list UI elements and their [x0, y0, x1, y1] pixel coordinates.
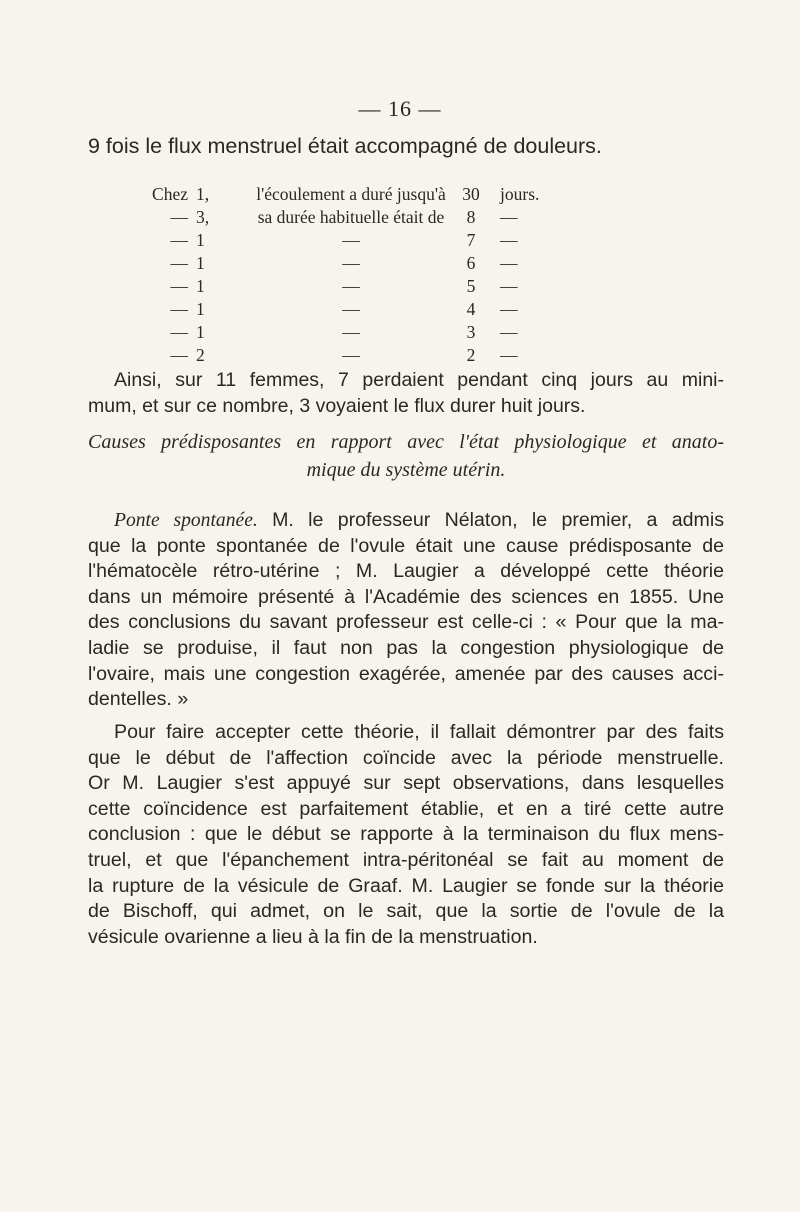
text-line: que le début de l'affection coïncide avec la période menstruelle. [88, 746, 724, 769]
table-cell: — [342, 299, 360, 319]
table-cell: — [500, 230, 518, 250]
table-cell: l'écoulement a duré jusqu'à [256, 184, 446, 204]
heading-line: Causes prédisposantes en rapport avec l'état physiologique et anato- [88, 431, 724, 453]
text-line: dentelles. » [88, 688, 189, 711]
table-cell: — [342, 230, 360, 250]
text-line: dans un mémoire présenté à l'Académie des sciences en 1855. Une [88, 585, 724, 608]
summary-paragraph [88, 368, 724, 420]
table-cell: 5 [466, 276, 476, 296]
table-cell: — [342, 253, 360, 273]
table-cell: — [500, 299, 518, 319]
table-cell: 2 [466, 345, 476, 365]
table-cell: — [170, 230, 188, 250]
table-cell: 1 [196, 299, 205, 319]
table-cell: — [342, 322, 360, 342]
table-cell: — [500, 345, 518, 365]
table-cell: 8 [466, 207, 476, 227]
table-cell: Chez [152, 184, 188, 204]
table-cell: — [170, 253, 188, 273]
table-cell: — [342, 345, 360, 365]
table-cell: — [170, 276, 188, 296]
text-line: cette coïncidence est parfaitement établie, et en a tiré cette autre [88, 797, 724, 820]
table-cell: 6 [466, 253, 476, 273]
table-cell: — [500, 207, 518, 227]
table-cell: — [170, 322, 188, 342]
text-line: la rupture de la vésicule de Graaf. M. Laugier se fonde sur la théorie [88, 874, 724, 897]
table-cell: — [500, 276, 518, 296]
text-line: truel, et que l'épanchement intra-péritonéal se fait au moment de [88, 848, 724, 871]
text-line-rest: M. le professeur Nélaton, le premier, a admis [257, 509, 724, 531]
table-cell: — [342, 276, 360, 296]
heading-line: mique du système utérin. [306, 459, 506, 481]
text-line: conclusion : que le début se rapporte à la terminaison du flux mens- [88, 823, 724, 846]
text-line: de Bischoff, qui admet, on le sait, que la sortie de l'ovule de la [88, 900, 724, 923]
paragraph-theorie [88, 720, 724, 950]
table-cell: 1 [196, 276, 205, 296]
table-cell: sa durée habituelle était de [257, 207, 445, 227]
text-line: Pour faire accepter cette théorie, il fallait démontrer par des faits [114, 721, 724, 743]
table-cell: 7 [466, 230, 476, 250]
table-cell: 1, [196, 184, 210, 204]
table-cell: — [170, 345, 188, 365]
text-line: que la ponte spontanée de l'ovule était une cause prédisposante de [88, 534, 724, 557]
table-cell: — [170, 299, 188, 319]
text-line: l'ovaire, mais une congestion exagérée, amenée par des causes acci- [88, 662, 724, 685]
table-cell: jours. [500, 184, 540, 204]
table-cell: 4 [466, 299, 476, 319]
table-cell: 3, [196, 207, 210, 227]
text-line: Ainsi, sur 11 femmes, 7 perdaient pendant cinq jours au mini- [114, 369, 724, 391]
section-heading [88, 428, 724, 484]
text-line [88, 508, 724, 534]
text-line: vésicule ovarienne a lieu à la fin de la menstruation. [88, 925, 538, 948]
text-line: Or M. Laugier s'est appuyé sur sept observations, dans lesquelles [88, 772, 724, 795]
table-cell: 3 [466, 322, 476, 342]
table-cell: 2 [196, 345, 205, 365]
table-cell: 1 [196, 230, 205, 250]
table-cell: — [500, 322, 518, 342]
text-line: ladie se produise, il faut non pas la congestion physiologique de [88, 636, 724, 659]
table-cell: 1 [196, 253, 205, 273]
intro-line: 9 fois le flux menstruel était accompagné de douleurs. [88, 134, 602, 158]
text-line: des conclusions du savant professeur est celle-ci : « Pour que la ma- [88, 611, 724, 634]
text-line: mum, et sur ce nombre, 3 voyaient le flux durer huit jours. [88, 394, 586, 417]
paragraph-lead: Ponte spontanée. [114, 510, 258, 531]
text-line: l'hématocèle rétro-utérine ; M. Laugier a développé cette théorie [88, 560, 724, 583]
table-cell: — [170, 207, 188, 227]
paragraph-ponte [88, 508, 724, 713]
table-cell: 1 [196, 322, 205, 342]
page-number: — 16 — [358, 96, 442, 121]
table-cell: — [500, 253, 518, 273]
table-cell: 30 [462, 184, 480, 204]
